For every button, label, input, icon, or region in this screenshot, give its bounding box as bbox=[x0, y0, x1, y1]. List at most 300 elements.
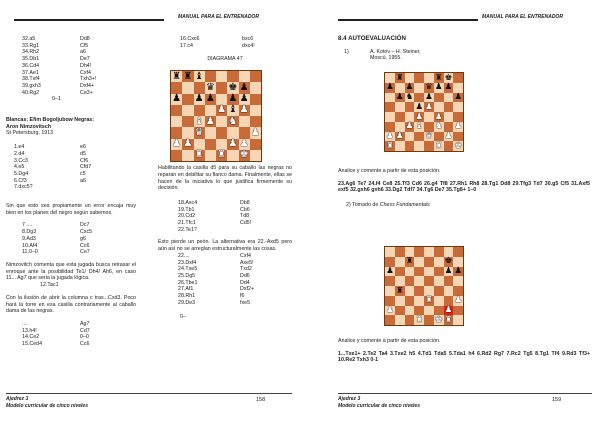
move-line: 12.Tac1 bbox=[40, 282, 59, 289]
board-square bbox=[250, 150, 261, 161]
white-pawn-icon: ♟ bbox=[444, 131, 453, 142]
item-text: 2) Tomado de bbox=[346, 202, 380, 209]
black-move: Cd7 bbox=[80, 327, 90, 334]
game-place: St Petersburg, 1913 bbox=[6, 130, 54, 137]
board-square bbox=[434, 93, 444, 103]
board-square bbox=[171, 105, 182, 116]
board-square bbox=[250, 105, 261, 116]
exercise-prompt: Analice y comente a partir de esta posición. bbox=[338, 338, 441, 344]
board-square bbox=[216, 105, 227, 116]
white-king-icon: ♚ bbox=[239, 149, 249, 161]
white-move: 7.dxc5? bbox=[14, 184, 33, 191]
board-square bbox=[216, 127, 227, 138]
black-queen-icon: ♛ bbox=[425, 82, 433, 93]
black-move: bxc6 bbox=[242, 36, 254, 42]
black-move: c5 bbox=[80, 170, 86, 177]
move-row bbox=[178, 207, 292, 214]
board-square bbox=[395, 257, 405, 267]
section-title: 8.4 AUTOEVALUACIÓN bbox=[338, 35, 406, 42]
black-move: Txd2 bbox=[240, 266, 252, 273]
board-square bbox=[194, 71, 205, 82]
board-square bbox=[227, 116, 238, 127]
board-square bbox=[424, 73, 434, 83]
move-row bbox=[178, 280, 292, 287]
move-row bbox=[22, 63, 136, 70]
black-pawn-icon: ♟ bbox=[454, 266, 462, 277]
black-queen-icon: ♛ bbox=[205, 81, 215, 93]
board-square bbox=[182, 116, 193, 127]
move-row bbox=[22, 328, 136, 335]
board-square bbox=[205, 71, 216, 82]
board-square bbox=[453, 132, 463, 142]
black-pawn-icon: ♟ bbox=[415, 101, 423, 112]
black-move: Dd6 bbox=[240, 272, 250, 279]
board-square bbox=[216, 150, 227, 161]
board-square bbox=[414, 306, 424, 316]
white-move: 21.Tfc1 bbox=[178, 220, 196, 227]
board-square bbox=[444, 102, 454, 112]
white-pawn-icon: ♟ bbox=[205, 115, 215, 127]
board-square bbox=[385, 73, 395, 83]
board-square bbox=[395, 112, 405, 122]
board-square bbox=[405, 73, 415, 83]
board-square bbox=[205, 94, 216, 105]
board-square bbox=[405, 122, 415, 132]
move-row bbox=[22, 83, 136, 90]
black-bishop-icon: ♝ bbox=[194, 70, 204, 82]
white-move: 29.De3 bbox=[178, 299, 196, 306]
chess-diagram-fundamentals bbox=[384, 246, 464, 326]
board-square bbox=[453, 102, 463, 112]
move-row bbox=[14, 144, 136, 151]
white-rook-icon: ♜ bbox=[194, 149, 204, 161]
white-move: 7 .... bbox=[22, 222, 33, 229]
black-move: f6 bbox=[240, 293, 245, 300]
white-king-icon: ♚ bbox=[454, 140, 462, 151]
right-page bbox=[300, 0, 600, 424]
white-pawn-icon: ♟ bbox=[239, 104, 249, 116]
board-square bbox=[385, 83, 395, 93]
black-move: Ag7 bbox=[80, 320, 90, 327]
move-row bbox=[178, 266, 292, 273]
board-square bbox=[405, 276, 415, 286]
board-square bbox=[385, 306, 395, 316]
white-pawn-icon: ♟ bbox=[425, 101, 433, 112]
black-move: Dd4 bbox=[240, 279, 250, 286]
black-move: e6 bbox=[80, 144, 86, 151]
board-square bbox=[414, 315, 424, 325]
footer-line: Ajedrez 3 bbox=[338, 396, 361, 402]
board-square bbox=[405, 102, 415, 112]
board-square bbox=[385, 276, 395, 286]
board-square bbox=[182, 150, 193, 161]
black-rook-icon: ♜ bbox=[434, 72, 443, 83]
white-pawn-icon: ♟ bbox=[434, 111, 443, 122]
commentary-paragraph: Nimzovitch comenta que esta jugada busca retrasar el enroque ante la posibilidad Te1/ Dh4/ Ah6, en caso 11... Ag7 que seria la jugada lógica. bbox=[6, 261, 136, 282]
board-square bbox=[405, 257, 415, 267]
board-square bbox=[227, 94, 238, 105]
diagram-label: DIAGRAMA 47 bbox=[207, 56, 243, 63]
board-square bbox=[250, 127, 261, 138]
move-list bbox=[22, 321, 136, 348]
black-pawn-icon: ♟ bbox=[239, 93, 249, 105]
board-square bbox=[239, 150, 250, 161]
board-square bbox=[227, 139, 238, 150]
item-line: Moscú, 1955. bbox=[370, 55, 402, 62]
board-square bbox=[434, 257, 444, 267]
white-move: 15.Ced4 bbox=[22, 341, 43, 348]
black-king-icon: ♚ bbox=[444, 256, 453, 267]
move-row bbox=[22, 334, 136, 341]
board-square bbox=[239, 105, 250, 116]
white-pawn-icon: ♟ bbox=[395, 131, 404, 142]
game-heading-players: Aron Nimzovitsch bbox=[6, 123, 52, 130]
black-pawn-icon: ♟ bbox=[395, 92, 404, 103]
board-square bbox=[395, 73, 405, 83]
white-move: 22.Te1? bbox=[178, 226, 197, 233]
board-square bbox=[385, 315, 395, 325]
white-move: 33.Rg1 bbox=[22, 42, 40, 49]
move-list bbox=[22, 222, 136, 256]
black-pawn-icon: ♟ bbox=[386, 82, 394, 93]
board-square bbox=[405, 296, 415, 306]
board-square bbox=[227, 71, 238, 82]
white-pawn-icon: ♟ bbox=[386, 305, 394, 316]
board-square bbox=[205, 82, 216, 93]
board-square bbox=[434, 132, 444, 142]
header-rule bbox=[14, 19, 164, 21]
board-square bbox=[414, 83, 424, 93]
black-move: Txh3+! bbox=[80, 76, 97, 83]
footer-line: Modelo curricular de cinco niveles bbox=[338, 402, 420, 409]
white-move: 34.Rh2 bbox=[22, 49, 40, 56]
black-king-icon: ♚ bbox=[444, 72, 453, 83]
board-square bbox=[453, 315, 463, 325]
white-knight-icon: ♞ bbox=[434, 121, 443, 132]
black-move: Dxf2+ bbox=[240, 286, 254, 293]
board-square bbox=[414, 73, 424, 83]
black-move: Cxc5 bbox=[80, 229, 93, 236]
white-move: 24.Txe5 bbox=[178, 266, 198, 273]
board-square bbox=[434, 247, 444, 257]
board-square bbox=[405, 93, 415, 103]
white-bishop-icon: ♝ bbox=[194, 115, 204, 127]
move-row bbox=[178, 200, 292, 207]
black-pawn-icon: ♟ bbox=[444, 266, 453, 277]
black-rook-icon: ♜ bbox=[405, 256, 414, 267]
move-row bbox=[22, 90, 136, 97]
black-pawn-icon: ♟ bbox=[205, 93, 215, 105]
black-move: fxe5 bbox=[240, 299, 251, 306]
board-square bbox=[453, 122, 463, 132]
move-row bbox=[14, 158, 136, 165]
move-row bbox=[22, 76, 136, 83]
board-square bbox=[239, 82, 250, 93]
black-move: Dxf4+ bbox=[80, 82, 94, 89]
board-square bbox=[227, 150, 238, 161]
board-square bbox=[395, 306, 405, 316]
board-square bbox=[205, 139, 216, 150]
move-row bbox=[22, 229, 136, 236]
board-square bbox=[424, 83, 434, 93]
black-pawn-icon: ♟ bbox=[194, 93, 204, 105]
move-row bbox=[178, 220, 292, 227]
board-square bbox=[194, 94, 205, 105]
board-square bbox=[444, 132, 454, 142]
board-square bbox=[414, 247, 424, 257]
white-pawn-icon: ♟ bbox=[183, 138, 193, 150]
black-move: Ce3+ bbox=[80, 89, 93, 96]
move-row bbox=[22, 49, 136, 56]
board-square bbox=[444, 73, 454, 83]
board-square bbox=[424, 112, 434, 122]
white-move: 32.a5 bbox=[22, 36, 36, 42]
board-square bbox=[453, 73, 463, 83]
result-text: 0– bbox=[180, 314, 186, 321]
footer-title bbox=[6, 396, 88, 409]
board-square bbox=[216, 82, 227, 93]
move-row bbox=[178, 293, 292, 300]
move-row bbox=[22, 222, 136, 229]
white-move: 6.Cf3 bbox=[14, 177, 27, 184]
black-move: Dh4! bbox=[80, 62, 92, 69]
board-square bbox=[444, 315, 454, 325]
black-move: Cc6 bbox=[80, 341, 90, 348]
board-square bbox=[444, 141, 454, 151]
white-move: 3.Cc3 bbox=[14, 157, 28, 164]
board-square bbox=[385, 93, 395, 103]
board-square bbox=[227, 127, 238, 138]
left-column-1 bbox=[6, 36, 136, 348]
move-list bbox=[178, 253, 292, 307]
board-square bbox=[424, 276, 434, 286]
white-move: 16.Cxc6 bbox=[180, 36, 200, 42]
board-square bbox=[444, 93, 454, 103]
white-rook-icon: ♜ bbox=[434, 140, 443, 151]
board-square bbox=[385, 247, 395, 257]
black-move: a6 bbox=[80, 49, 86, 56]
white-pawn-icon: ♟ bbox=[454, 121, 462, 132]
black-bishop-icon: ♝ bbox=[228, 104, 238, 116]
white-pawn-icon: ♟ bbox=[250, 126, 260, 138]
board-square bbox=[385, 257, 395, 267]
board-square bbox=[395, 132, 405, 142]
board-square bbox=[395, 93, 405, 103]
board-square bbox=[239, 116, 250, 127]
commentary-paragraph: Con la ilusión de abrir la columna c tras...Cxd3. Poco hará la torre en esa casilla contrariamente al caballo dama de las negras. bbox=[6, 294, 136, 315]
black-pawn-icon: ♟ bbox=[454, 92, 462, 103]
move-row bbox=[22, 43, 136, 50]
move-row bbox=[22, 341, 136, 348]
board-square bbox=[182, 139, 193, 150]
black-move: d5 bbox=[80, 150, 86, 157]
board-square bbox=[434, 306, 444, 316]
board-square bbox=[414, 257, 424, 267]
board-square bbox=[171, 116, 182, 127]
white-pawn-icon: ♟ bbox=[386, 131, 394, 142]
board-square bbox=[385, 141, 395, 151]
board-square bbox=[444, 247, 454, 257]
white-move: 18.Axc4 bbox=[178, 199, 198, 206]
black-move: dxc4! bbox=[242, 42, 255, 49]
board-square bbox=[171, 94, 182, 105]
board-square bbox=[434, 315, 444, 325]
board-square bbox=[453, 296, 463, 306]
board-square bbox=[424, 247, 434, 257]
chess-diagram-47 bbox=[170, 70, 262, 162]
board-square bbox=[205, 150, 216, 161]
black-move: Td8 bbox=[240, 213, 250, 220]
black-move: Cf6 bbox=[80, 157, 89, 164]
board-square bbox=[205, 116, 216, 127]
board-square bbox=[250, 116, 261, 127]
white-pawn-icon: ♟ bbox=[454, 295, 462, 306]
header-title: MANUAL PARA EL ENTRENADOR bbox=[482, 14, 563, 20]
move-row bbox=[22, 321, 136, 328]
black-pawn-icon: ♟ bbox=[405, 82, 414, 93]
white-move: 39.gxh3 bbox=[22, 82, 41, 89]
black-king-icon: ♚ bbox=[228, 81, 238, 93]
black-rook-icon: ♜ bbox=[172, 70, 182, 82]
board-square bbox=[434, 276, 444, 286]
game-heading: Blancas: Efim Bogoljubow Negras: bbox=[6, 117, 94, 124]
white-move: 11.0–0 bbox=[22, 249, 38, 256]
white-move: 23.Dxf4 bbox=[178, 259, 197, 266]
board-square bbox=[171, 150, 182, 161]
black-move: De7 bbox=[80, 56, 90, 63]
board-square bbox=[194, 150, 205, 161]
board-square bbox=[434, 141, 444, 151]
white-move: 40.Rg2 bbox=[22, 89, 40, 96]
board-square bbox=[453, 306, 463, 316]
board-square bbox=[395, 102, 405, 112]
move-row bbox=[178, 286, 292, 293]
move-list bbox=[180, 36, 292, 49]
board-square bbox=[182, 127, 193, 138]
black-move: Cc6 bbox=[80, 242, 90, 249]
black-rook-icon: ♜ bbox=[183, 70, 193, 82]
move-row bbox=[178, 260, 292, 267]
book-title: Chess Fundamentals bbox=[379, 202, 430, 209]
white-move: 20.Cd2 bbox=[178, 213, 196, 220]
board-square bbox=[424, 102, 434, 112]
white-move: 25.Dg5 bbox=[178, 272, 196, 279]
board-square bbox=[395, 276, 405, 286]
page-number: 158 bbox=[256, 397, 266, 403]
board-square bbox=[239, 71, 250, 82]
white-move: 14.Ce2 bbox=[22, 334, 40, 341]
white-move: 5.Dg4 bbox=[14, 170, 29, 177]
board-square bbox=[227, 82, 238, 93]
black-pawn-icon: ♟ bbox=[228, 93, 238, 105]
move-row bbox=[180, 43, 292, 50]
white-move: 19.Tb1 bbox=[178, 206, 195, 213]
black-move: Cxf4 bbox=[80, 69, 91, 76]
white-move: 10.Af4 bbox=[22, 242, 38, 249]
black-move: Cb6 bbox=[240, 206, 250, 213]
board-square bbox=[444, 286, 454, 296]
board-square bbox=[444, 276, 454, 286]
board-square bbox=[250, 71, 261, 82]
board-square bbox=[182, 94, 193, 105]
board-square bbox=[194, 116, 205, 127]
white-knight-icon: ♞ bbox=[228, 115, 238, 127]
black-move: Cxf4 bbox=[240, 252, 251, 259]
white-move: 17.c4 bbox=[180, 42, 193, 49]
white-move: .... bbox=[22, 320, 28, 327]
board-square bbox=[405, 141, 415, 151]
move-row bbox=[178, 253, 292, 260]
board-square bbox=[171, 82, 182, 93]
footer-line: Ajedrez 3 bbox=[6, 396, 29, 402]
board-square bbox=[444, 306, 454, 316]
board-square bbox=[414, 296, 424, 306]
exercise-item bbox=[338, 49, 588, 62]
white-pawn-icon: ♟ bbox=[239, 138, 249, 150]
right-column bbox=[338, 36, 588, 62]
board-square bbox=[227, 105, 238, 116]
white-rook-icon: ♜ bbox=[444, 314, 453, 325]
board-square bbox=[182, 82, 193, 93]
move-row bbox=[22, 236, 136, 243]
white-move: 1.e4 bbox=[14, 144, 25, 151]
board-square bbox=[453, 276, 463, 286]
white-move: 35.Db1 bbox=[22, 56, 40, 63]
move-row bbox=[22, 249, 136, 256]
solution-text: 1...Txe1+ 2.Te2 Ta4 3.Txe2 h5 4.Td1 Tda5 5.Tda1 h4 6.Rd2 Rg7 7.Rc2 Tg5 8.Tg1 Tf4 9.Rd3 Tf3+ 10.Re2 Txh3 0-1 bbox=[338, 350, 590, 364]
item-number: 1) bbox=[344, 48, 349, 55]
board-square bbox=[444, 83, 454, 93]
board-square bbox=[194, 105, 205, 116]
black-move: Db8 bbox=[240, 199, 250, 206]
board-square bbox=[434, 102, 444, 112]
footer-title bbox=[338, 396, 420, 409]
board-square bbox=[194, 127, 205, 138]
board-square bbox=[414, 267, 424, 277]
board-square bbox=[250, 139, 261, 150]
board-square bbox=[424, 132, 434, 142]
white-pawn-icon: ♟ bbox=[415, 111, 423, 122]
move-row bbox=[178, 227, 292, 234]
white-rook-icon: ♜ bbox=[415, 314, 423, 325]
right-column-bottom bbox=[338, 338, 590, 364]
move-row bbox=[14, 178, 136, 185]
black-pawn-icon: ♟ bbox=[425, 92, 433, 103]
white-move: 36.Cd4 bbox=[22, 62, 40, 69]
board-square bbox=[171, 127, 182, 138]
black-move: Cfd7 bbox=[80, 164, 92, 171]
board-square bbox=[434, 286, 444, 296]
chess-diagram-kotov bbox=[384, 72, 464, 152]
board-square bbox=[395, 267, 405, 277]
footer-rule bbox=[338, 393, 592, 394]
board-square bbox=[194, 82, 205, 93]
board-square bbox=[405, 306, 415, 316]
board-square bbox=[414, 122, 424, 132]
black-pawn-icon: ♟ bbox=[172, 93, 182, 105]
board-square bbox=[453, 93, 463, 103]
board-square bbox=[453, 267, 463, 277]
board-square bbox=[395, 315, 405, 325]
move-row bbox=[180, 36, 292, 43]
board-square bbox=[444, 267, 454, 277]
black-move: 0–0 bbox=[80, 334, 89, 341]
board-square bbox=[424, 93, 434, 103]
board-square bbox=[434, 267, 444, 277]
board-square bbox=[424, 267, 434, 277]
board-square bbox=[395, 296, 405, 306]
black-move: Cf5 bbox=[80, 42, 89, 49]
